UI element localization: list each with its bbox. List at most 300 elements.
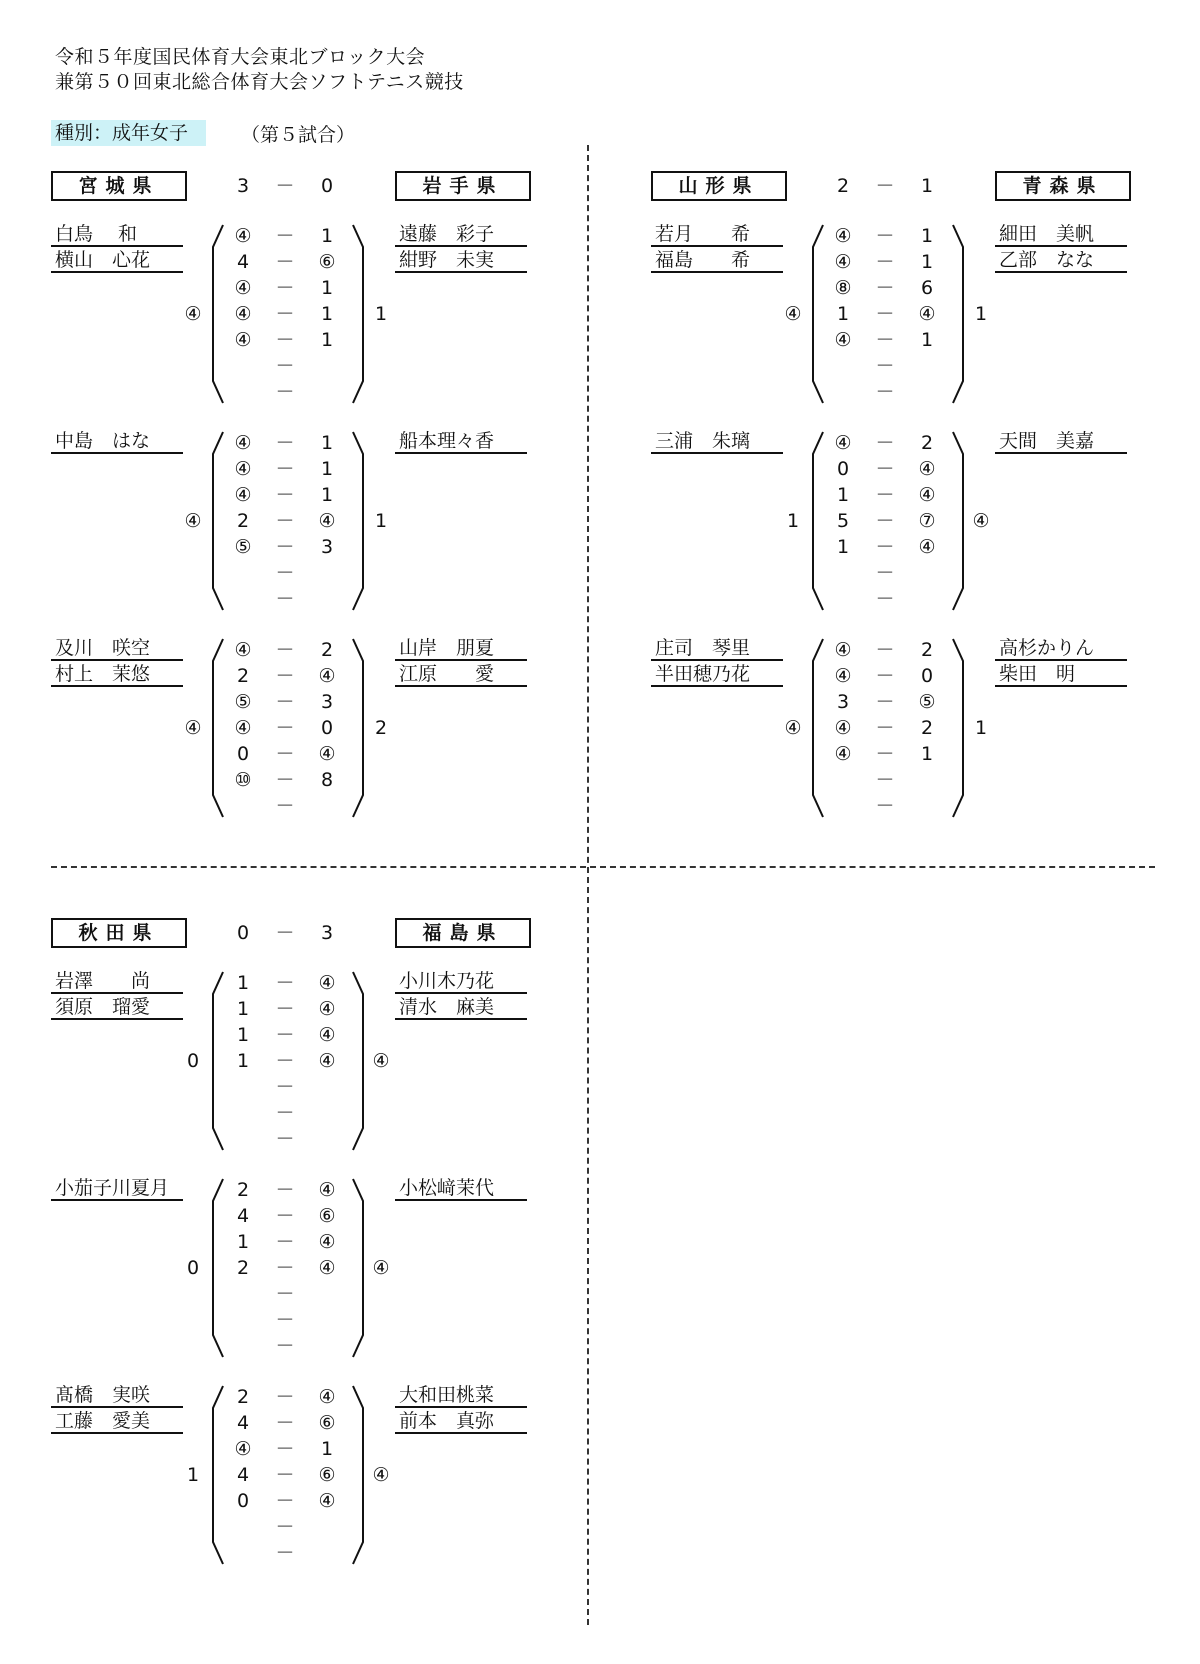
game-score-row (229, 1384, 341, 1410)
title-line-1: 令和５年度国民体育大会東北ブロック大会 (55, 46, 426, 68)
game-score-row (229, 637, 341, 663)
game-score-row (229, 996, 341, 1022)
game-score-right: 2 (320, 639, 334, 661)
game-score-left: 5 (836, 510, 850, 532)
match-card (51, 430, 551, 610)
game-score-row (229, 689, 341, 715)
game-score-left (229, 1333, 257, 1359)
game-score-row (229, 1074, 341, 1100)
left-player-name: 中島 はな (51, 429, 183, 454)
game-score-right: ⑤ (918, 691, 936, 713)
game-score-left: 0 (836, 458, 850, 480)
game-score-right: 6 (920, 277, 934, 299)
game-score-left: ④ (234, 329, 252, 351)
game-score-row (829, 275, 941, 301)
left-player-name: 白鳥 和 (51, 222, 183, 247)
team-score-right: 1 (920, 175, 934, 197)
left-match-result: 0 (186, 1257, 200, 1279)
game-score-dash: － (275, 277, 295, 299)
game-score-dash: － (875, 588, 895, 610)
team-score-left: 0 (236, 922, 250, 944)
game-score-dash: － (275, 665, 295, 687)
team-score-right: 0 (320, 175, 334, 197)
game-score-left: 4 (236, 1464, 250, 1486)
game-score-row (229, 1488, 341, 1514)
game-score-right (913, 379, 941, 405)
game-score-row (229, 508, 341, 534)
game-score-left: 4 (236, 1412, 250, 1434)
game-score-left: ④ (234, 225, 252, 247)
game-score-dash: － (275, 1102, 295, 1124)
game-score-row (829, 715, 941, 741)
right-player-name: 小川木乃花 (395, 969, 527, 994)
right-bracket (947, 637, 967, 819)
left-bracket (209, 637, 229, 819)
team-score-right: 3 (320, 922, 334, 944)
game-score-dash: － (875, 355, 895, 377)
game-score-row (229, 327, 341, 353)
game-score-dash: － (275, 225, 295, 247)
right-player-name: 細田 美帆 (995, 222, 1127, 247)
game-score-row (229, 715, 341, 741)
game-score-dash: － (875, 562, 895, 584)
left-player-name: 三浦 朱璃 (651, 429, 783, 454)
game-score-right: 2 (920, 717, 934, 739)
game-score-dash: － (875, 717, 895, 739)
game-scores (229, 1177, 341, 1359)
game-score-right: 2 (920, 432, 934, 454)
game-score-row (829, 663, 941, 689)
game-score-row (229, 301, 341, 327)
game-score-left: ④ (834, 225, 852, 247)
game-score-right: ④ (318, 1257, 336, 1279)
game-score-row (829, 379, 941, 405)
game-score-left: ④ (834, 743, 852, 765)
game-score-right: ④ (918, 484, 936, 506)
right-player-name: 大和田桃菜 (395, 1383, 527, 1408)
left-bracket (209, 1384, 229, 1566)
left-match-result: ④ (784, 303, 802, 325)
game-score-left: ④ (834, 665, 852, 687)
game-score-dash: － (875, 510, 895, 532)
left-bracket (209, 970, 229, 1152)
game-score-right (313, 1100, 341, 1126)
game-score-right: ④ (318, 743, 336, 765)
category-label: 種別：成年女子 (51, 120, 206, 146)
game-score-left: ④ (234, 303, 252, 325)
match-card (651, 637, 1151, 817)
horizontal-divider (51, 866, 1155, 868)
right-bracket (347, 1177, 367, 1359)
match-card (51, 970, 551, 1150)
team-score (229, 173, 341, 199)
game-score-left (829, 560, 857, 586)
game-score-left: 2 (236, 1179, 250, 1201)
game-score-row (829, 637, 941, 663)
game-scores (229, 970, 341, 1152)
game-score-left: ④ (234, 639, 252, 661)
game-score-dash: － (875, 329, 895, 351)
game-score-dash: － (275, 1257, 295, 1279)
left-player-name: 村上 茉悠 (51, 662, 183, 687)
game-score-dash: － (275, 1335, 295, 1357)
game-score-row (829, 586, 941, 612)
game-score-left: 1 (236, 1231, 250, 1253)
game-score-left (229, 586, 257, 612)
game-score-right: 8 (320, 769, 334, 791)
right-player-name: 船本理々香 (395, 429, 527, 454)
right-player-name: 乙部 なな (995, 248, 1127, 273)
game-score-left: ④ (834, 639, 852, 661)
game-score-right: 1 (920, 329, 934, 351)
right-match-result: ④ (372, 1050, 390, 1072)
game-score-dash: － (275, 381, 295, 403)
team-score-dash: － (275, 922, 295, 944)
right-player-name: 遠藤 彩子 (395, 222, 527, 247)
game-score-left (229, 1514, 257, 1540)
game-score-left: ④ (834, 432, 852, 454)
game-score-left: ④ (834, 329, 852, 351)
game-score-left (229, 1074, 257, 1100)
game-score-left: ④ (234, 717, 252, 739)
right-match-result: ④ (372, 1464, 390, 1486)
game-score-row (829, 482, 941, 508)
match-card (51, 1384, 551, 1564)
game-score-left (829, 379, 857, 405)
game-score-dash: － (275, 562, 295, 584)
game-score-dash: － (275, 743, 295, 765)
game-score-left: 2 (236, 1257, 250, 1279)
right-player-name: 清水 麻美 (395, 995, 527, 1020)
game-score-right (313, 560, 341, 586)
game-score-left (229, 560, 257, 586)
game-score-row (229, 970, 341, 996)
game-score-left: 2 (236, 510, 250, 532)
game-score-right: ④ (918, 458, 936, 480)
left-bracket (809, 637, 829, 819)
game-score-dash: － (275, 251, 295, 273)
game-score-right (313, 1126, 341, 1152)
team-score-dash: － (875, 175, 895, 197)
left-player-name: 須原 瑠愛 (51, 995, 183, 1020)
game-score-row (829, 741, 941, 767)
game-score-right (913, 586, 941, 612)
game-score-dash: － (275, 1542, 295, 1564)
game-score-right: ⑥ (318, 251, 336, 273)
game-score-row (829, 767, 941, 793)
game-score-row (229, 741, 341, 767)
right-match-result: ④ (372, 1257, 390, 1279)
game-score-right: ④ (318, 972, 336, 994)
right-player-name: 小松﨑茉代 (395, 1176, 527, 1201)
game-score-right (313, 586, 341, 612)
game-score-right: ④ (918, 536, 936, 558)
game-score-left (829, 586, 857, 612)
game-score-left (229, 1281, 257, 1307)
game-score-row (229, 1126, 341, 1152)
left-bracket (209, 430, 229, 612)
game-score-row (829, 327, 941, 353)
game-score-dash: － (875, 432, 895, 454)
game-score-row (829, 793, 941, 819)
game-scores (829, 223, 941, 405)
game-score-row (229, 793, 341, 819)
game-score-right (313, 1540, 341, 1566)
game-score-right: ④ (318, 510, 336, 532)
game-scores (829, 430, 941, 612)
right-match-result: 1 (374, 303, 388, 325)
right-bracket (347, 223, 367, 405)
left-team-name: 宮城県 (51, 171, 187, 201)
game-score-left: 2 (236, 1386, 250, 1408)
game-score-row (229, 1229, 341, 1255)
game-score-dash: － (875, 691, 895, 713)
game-score-left (229, 1307, 257, 1333)
game-score-row (829, 353, 941, 379)
game-score-right: ④ (318, 1179, 336, 1201)
game-score-left: ⑧ (834, 277, 852, 299)
game-score-row (229, 223, 341, 249)
game-score-dash: － (275, 717, 295, 739)
game-score-left: 0 (236, 1490, 250, 1512)
game-score-row (829, 534, 941, 560)
team-score-left: 2 (836, 175, 850, 197)
right-match-result: 1 (374, 510, 388, 532)
vertical-divider (587, 145, 589, 1625)
game-score-right: 1 (920, 251, 934, 273)
game-score-dash: － (875, 743, 895, 765)
game-score-dash: － (275, 691, 295, 713)
game-score-dash: － (275, 1179, 295, 1201)
team-score-dash: － (275, 175, 295, 197)
game-score-right: 1 (320, 303, 334, 325)
round-label: （第５試合） (241, 124, 356, 146)
game-score-dash: － (275, 1024, 295, 1046)
game-score-right (313, 353, 341, 379)
game-score-left: 4 (236, 1205, 250, 1227)
right-player-name: 紺野 未実 (395, 248, 527, 273)
game-score-dash: － (275, 510, 295, 532)
game-score-row (829, 301, 941, 327)
game-score-right: 1 (320, 225, 334, 247)
game-score-left: ④ (234, 277, 252, 299)
right-player-name: 山岸 朋夏 (395, 636, 527, 661)
game-score-right: ④ (918, 303, 936, 325)
game-score-dash: － (875, 303, 895, 325)
game-score-row (229, 430, 341, 456)
game-score-right: 3 (320, 691, 334, 713)
game-score-left: ④ (834, 251, 852, 273)
right-bracket (347, 1384, 367, 1566)
game-score-row (229, 1307, 341, 1333)
team-score (229, 920, 341, 946)
game-score-right: 3 (320, 536, 334, 558)
game-score-dash: － (275, 639, 295, 661)
left-bracket (809, 223, 829, 405)
game-score-right (313, 793, 341, 819)
game-score-left: 1 (236, 998, 250, 1020)
game-score-dash: － (275, 329, 295, 351)
right-bracket (347, 430, 367, 612)
game-score-row (829, 456, 941, 482)
game-score-dash: － (275, 458, 295, 480)
game-score-right: ⑥ (318, 1205, 336, 1227)
left-bracket (809, 430, 829, 612)
game-score-right (913, 767, 941, 793)
left-player-name: 半田穂乃花 (651, 662, 783, 687)
left-player-name: 及川 咲空 (51, 636, 183, 661)
match-card (51, 223, 551, 403)
game-score-row (229, 456, 341, 482)
game-score-row (229, 767, 341, 793)
game-score-dash: － (275, 1438, 295, 1460)
game-score-right: 1 (320, 432, 334, 454)
game-score-right: 0 (320, 717, 334, 739)
right-player-name: 江原 愛 (395, 662, 527, 687)
game-score-left: ④ (234, 432, 252, 454)
game-score-row (229, 1410, 341, 1436)
game-scores (829, 637, 941, 819)
game-score-left: ⑤ (234, 536, 252, 558)
game-score-right: ④ (318, 1386, 336, 1408)
game-score-right: ⑥ (318, 1412, 336, 1434)
game-score-row (229, 534, 341, 560)
game-score-row (829, 249, 941, 275)
game-score-row (229, 379, 341, 405)
game-score-dash: － (275, 1386, 295, 1408)
game-score-right: 1 (320, 1438, 334, 1460)
game-score-right: 1 (920, 743, 934, 765)
game-score-left: ④ (834, 717, 852, 739)
left-player-name: 小茄子川夏月 (51, 1176, 183, 1201)
game-score-right: ④ (318, 665, 336, 687)
game-score-right: ④ (318, 998, 336, 1020)
game-score-row (229, 1177, 341, 1203)
game-score-dash: － (275, 536, 295, 558)
game-scores (229, 1384, 341, 1566)
game-score-dash: － (275, 1205, 295, 1227)
game-score-row (829, 560, 941, 586)
match-card (651, 223, 1151, 403)
team-match-block (651, 145, 1151, 817)
game-score-dash: － (275, 1283, 295, 1305)
left-player-name: 髙橋 実咲 (51, 1383, 183, 1408)
game-score-left: 1 (236, 972, 250, 994)
game-score-right (313, 1514, 341, 1540)
game-score-row (229, 482, 341, 508)
match-card (51, 637, 551, 817)
team-match-block (51, 145, 551, 817)
game-score-left: 0 (236, 743, 250, 765)
game-score-dash: － (875, 225, 895, 247)
game-score-right: 1 (320, 277, 334, 299)
game-score-row (229, 353, 341, 379)
game-score-row (229, 1100, 341, 1126)
game-score-dash: － (275, 1412, 295, 1434)
game-score-right (313, 1333, 341, 1359)
game-score-row (229, 1048, 341, 1074)
game-score-row (229, 1514, 341, 1540)
team-score (829, 173, 941, 199)
game-score-row (829, 689, 941, 715)
right-match-result: ④ (972, 510, 990, 532)
game-score-dash: － (275, 1309, 295, 1331)
game-score-right: 2 (920, 639, 934, 661)
game-score-row (229, 1540, 341, 1566)
game-score-right (313, 1307, 341, 1333)
game-score-row (829, 223, 941, 249)
game-score-row (229, 1462, 341, 1488)
right-player-name: 柴田 明 (995, 662, 1127, 687)
game-score-dash: － (875, 277, 895, 299)
game-score-left (229, 793, 257, 819)
game-score-right: 1 (320, 458, 334, 480)
match-card (651, 430, 1151, 610)
game-score-left (829, 793, 857, 819)
game-score-left: ⑤ (234, 691, 252, 713)
game-score-dash: － (275, 303, 295, 325)
left-team-name: 山形県 (651, 171, 787, 201)
game-score-row (229, 1203, 341, 1229)
game-score-right: ④ (318, 1050, 336, 1072)
left-player-name: 工藤 愛美 (51, 1409, 183, 1434)
game-score-dash: － (275, 795, 295, 817)
match-card (51, 1177, 551, 1357)
game-score-left: ④ (234, 1438, 252, 1460)
game-score-right (313, 1281, 341, 1307)
game-score-right: ⑥ (318, 1464, 336, 1486)
game-score-row (229, 275, 341, 301)
game-score-right (313, 1074, 341, 1100)
right-player-name: 高杉かりん (995, 636, 1127, 661)
game-score-row (229, 1281, 341, 1307)
right-team-name: 青森県 (995, 171, 1131, 201)
left-match-result: 0 (186, 1050, 200, 1072)
left-player-name: 庄司 琴里 (651, 636, 783, 661)
left-team-name: 秋田県 (51, 918, 187, 948)
game-score-row (229, 663, 341, 689)
game-score-right: 1 (320, 329, 334, 351)
left-match-result: 1 (186, 1464, 200, 1486)
right-match-result: 2 (374, 717, 388, 739)
game-score-right: 0 (920, 665, 934, 687)
game-score-left: ⑩ (234, 769, 252, 791)
left-bracket (209, 223, 229, 405)
game-score-dash: － (275, 1050, 295, 1072)
game-score-left: ④ (234, 458, 252, 480)
game-score-dash: － (875, 769, 895, 791)
team-score-left: 3 (236, 175, 250, 197)
game-score-right (913, 793, 941, 819)
right-bracket (347, 637, 367, 819)
right-bracket (347, 970, 367, 1152)
game-score-dash: － (275, 1231, 295, 1253)
right-bracket (947, 430, 967, 612)
game-score-dash: － (275, 484, 295, 506)
game-score-dash: － (275, 588, 295, 610)
game-score-left (229, 1100, 257, 1126)
game-score-left (229, 353, 257, 379)
game-score-dash: － (275, 1516, 295, 1538)
game-score-right: 1 (920, 225, 934, 247)
game-score-dash: － (275, 972, 295, 994)
game-score-left (829, 353, 857, 379)
game-score-dash: － (275, 1128, 295, 1150)
game-score-dash: － (875, 458, 895, 480)
game-score-dash: － (275, 432, 295, 454)
game-score-dash: － (275, 1076, 295, 1098)
right-bracket (947, 223, 967, 405)
